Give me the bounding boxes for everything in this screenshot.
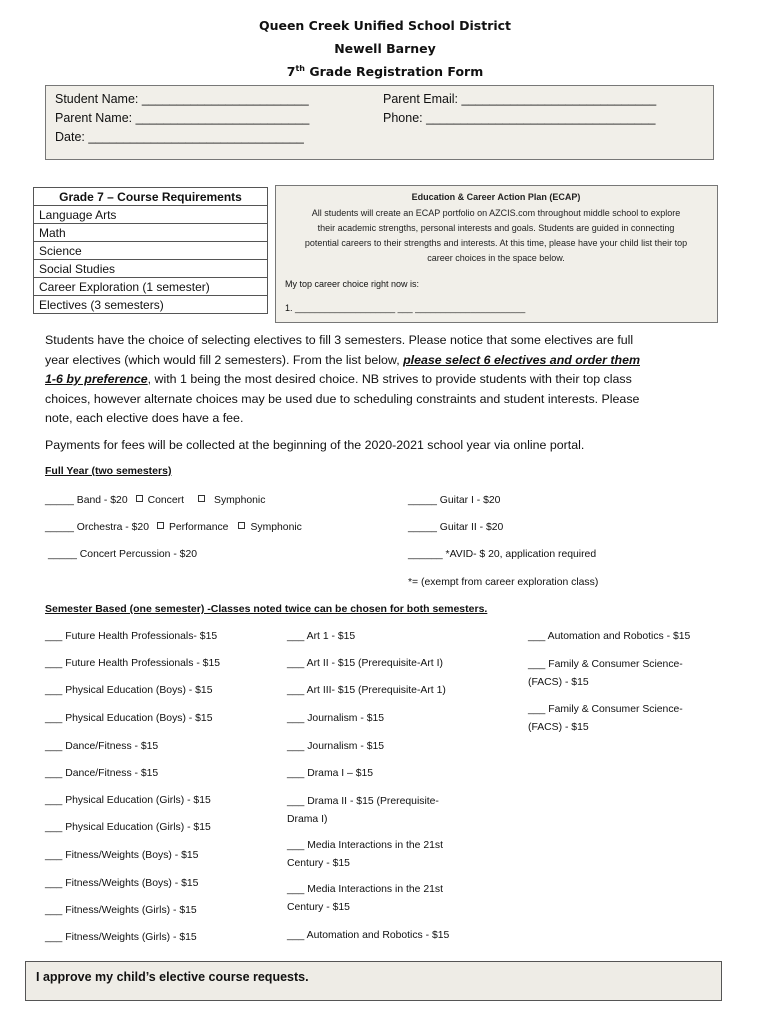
ecap-body — [276, 206, 716, 266]
checkbox-icon[interactable] — [198, 495, 205, 502]
semester-heading: Semester Based (one semester) -Classes noted twice can be chosen for both semesters. — [45, 603, 488, 615]
district-title: Queen Creek Unified School District — [258, 18, 512, 33]
elective-option[interactable]: ___ Drama II - $15 (Prerequisite-Drama I) — [287, 796, 439, 825]
guitar1-option[interactable]: _____ Guitar I - $20 — [408, 495, 501, 506]
elective-option[interactable]: ___ Physical Education (Boys) - $15 — [45, 685, 213, 696]
career-choice-field[interactable]: 1. ____________________ ___ ______________________ — [285, 303, 526, 313]
school-title: Newell Barney — [334, 41, 436, 56]
student-info-box — [45, 85, 714, 160]
elective-option[interactable]: ___ Family & Consumer Science-(FACS) - $15 — [528, 704, 683, 733]
elective-option[interactable]: ___ Family & Consumer Science-(FACS) - $15 — [528, 659, 683, 688]
intro-emphasis: please select 6 electives and order them 1-6 by preference — [45, 352, 640, 386]
requirement-row: Language Arts — [34, 205, 267, 223]
ecap-title: Education & Career Action Plan (ECAP) — [411, 192, 581, 202]
orchestra-option[interactable] — [45, 519, 302, 537]
elective-option[interactable]: ___ Art 1 - $15 — [287, 631, 356, 642]
form-grade: 7 — [286, 64, 296, 80]
requirement-row: Career Exploration (1 semester) — [34, 277, 267, 295]
requirement-row: Math — [34, 223, 267, 241]
elective-option[interactable]: ___ Media Interactions in the 21st Century - $15 — [287, 884, 443, 913]
checkbox-icon[interactable] — [238, 522, 245, 529]
elective-option[interactable]: ___ Dance/Fitness - $15 — [45, 768, 159, 779]
student-name-field[interactable]: Student Name: ________________________ — [55, 92, 309, 106]
requirement-row: Science — [34, 241, 267, 259]
avid-note: *= (exempt from career exploration class) — [408, 577, 599, 588]
band-label: _____ Band - $20 — [45, 495, 128, 506]
elective-option[interactable]: ___ Future Health Professionals - $15 — [45, 658, 221, 669]
requirements-table — [33, 187, 268, 314]
form-title — [0, 64, 770, 79]
checkbox-icon[interactable] — [136, 495, 143, 502]
ecap-prompt: My top career choice right now is: — [285, 279, 420, 289]
checkbox-icon[interactable] — [157, 522, 164, 529]
orchestra-performance-label: Performance — [168, 522, 229, 533]
orchestra-label: _____ Orchestra - $20 — [45, 522, 149, 533]
intro-part2: , with 1 being the most desired choice. NB strives to provide students with their top class choices, however alternate choices may be used due to scheduling constraints and student interests. Please note, each elective does have a fee. — [45, 372, 640, 425]
ecap-line: their academic strengths, personal interests and goals. Students are guided in connecting — [317, 223, 675, 233]
elective-option[interactable]: ___ Journalism - $15 — [287, 713, 385, 724]
elective-option[interactable]: ___ Fitness/Weights (Girls) - $15 — [45, 905, 197, 916]
elective-option[interactable]: ___ Fitness/Weights (Boys) - $15 — [45, 850, 199, 861]
form-title-text: Grade Registration Form — [304, 64, 484, 80]
ecap-line: career choices in the space below. — [427, 253, 565, 263]
band-option[interactable] — [45, 492, 265, 510]
form-grade-sup: th — [295, 64, 305, 73]
elective-option[interactable]: ___ Automation and Robotics - $15 — [287, 930, 450, 941]
elective-option[interactable]: ___ Automation and Robotics - $15 — [528, 631, 691, 642]
intro-part1: Students have the choice of selecting electives to fill 3 semesters. Please notice that some electives are full year electives (which would fill 2 semesters). From the list below, — [45, 333, 634, 367]
band-symphonic-label: Symphonic — [214, 495, 266, 506]
elective-option[interactable]: ___ Fitness/Weights (Girls) - $15 — [45, 932, 197, 943]
elective-option[interactable]: ___ Media Interactions in the 21st Century - $15 — [287, 840, 443, 869]
elective-option[interactable]: ___ Physical Education (Boys) - $15 — [45, 713, 213, 724]
elective-option[interactable]: ___ Physical Education (Girls) - $15 — [45, 822, 211, 833]
approval-box[interactable]: I approve my child’s elective course requests. — [25, 961, 722, 1001]
requirement-row: Social Studies — [34, 259, 267, 277]
full-year-heading: Full Year (two semesters) — [45, 465, 172, 477]
intro-paragraph — [45, 331, 645, 429]
elective-option[interactable]: ___ Drama I – $15 — [287, 768, 374, 779]
payments-note: Payments for fees will be collected at the beginning of the 2020-2021 school year via online portal. — [45, 438, 585, 452]
percussion-option[interactable]: _____ Concert Percussion - $20 — [48, 549, 198, 560]
ecap-box — [275, 185, 718, 323]
elective-option[interactable]: ___ Physical Education (Girls) - $15 — [45, 795, 211, 806]
parent-name-field[interactable]: Parent Name: _________________________ — [55, 111, 310, 125]
phone-field[interactable]: Phone: _________________________________ — [383, 111, 656, 125]
guitar2-option[interactable]: _____ Guitar II - $20 — [408, 522, 504, 533]
requirements-title: Grade 7 – Course Requirements — [59, 190, 242, 204]
elective-option[interactable]: ___ Future Health Professionals- $15 — [45, 631, 218, 642]
elective-option[interactable]: ___ Journalism - $15 — [287, 741, 385, 752]
ecap-line: All students will create an ECAP portfolio on AZCIS.com throughout middle school to explore — [311, 208, 681, 218]
date-field[interactable]: Date: _______________________________ — [55, 130, 304, 144]
elective-option[interactable]: ___ Dance/Fitness - $15 — [45, 741, 159, 752]
parent-email-field[interactable]: Parent Email: ____________________________ — [383, 92, 657, 106]
elective-option[interactable]: ___ Art II - $15 (Prerequisite-Art I) — [287, 658, 443, 669]
avid-option[interactable]: ______ *AVID- $ 20, application required — [408, 549, 597, 560]
elective-option[interactable]: ___ Art III- $15 (Prerequisite-Art 1) — [287, 685, 446, 696]
elective-option[interactable]: ___ Fitness/Weights (Boys) - $15 — [45, 878, 199, 889]
requirement-row: Electives (3 semesters) — [34, 295, 267, 313]
band-concert-label: Concert — [147, 495, 185, 506]
ecap-line: potential careers to their strengths and interests. At this time, please have your child list their top — [304, 238, 688, 248]
orchestra-symphonic-label: Symphonic — [250, 522, 302, 533]
